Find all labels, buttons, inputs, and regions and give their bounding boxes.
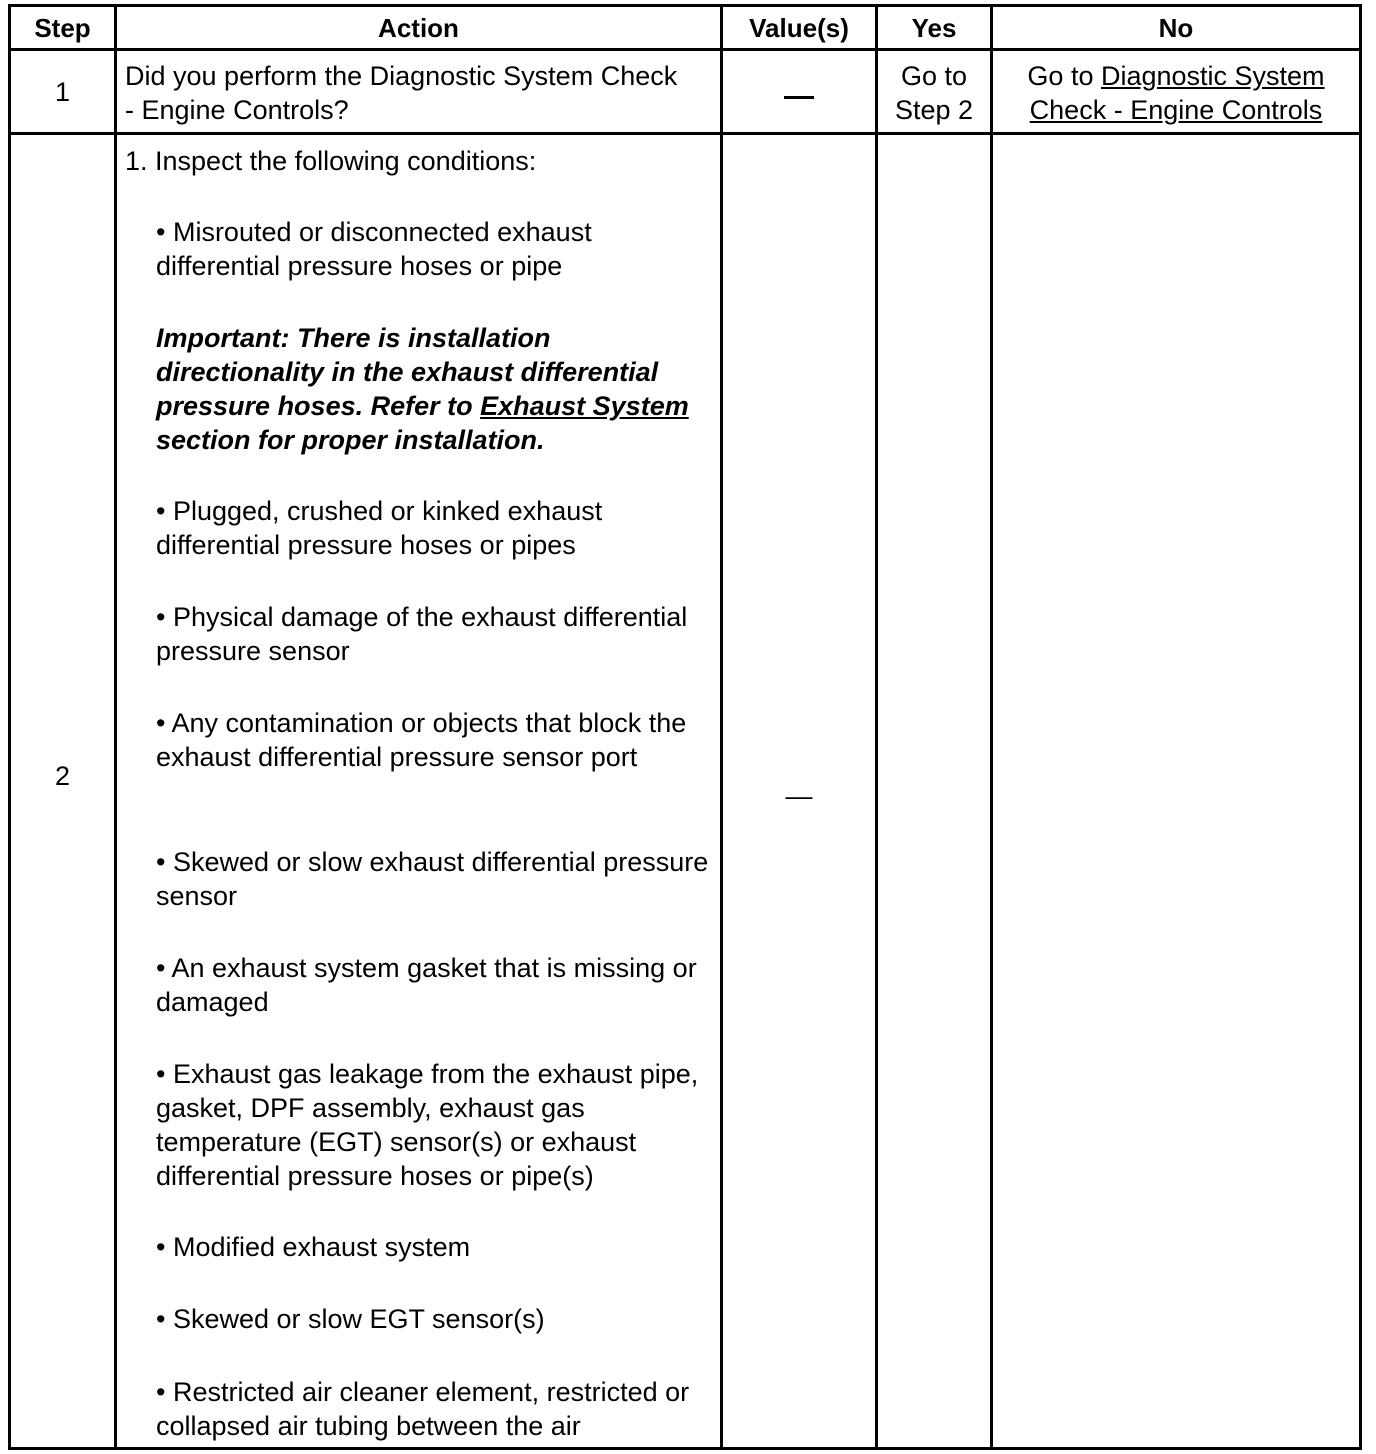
row2-bullet-8: • Modified exhaust system: [156, 1232, 471, 1262]
row2-bullet-4: • Any contamination or objects that block the exhaust differential pressure sensor port: [156, 708, 687, 772]
row1-action: Did you perform the Diagnostic System Check - Engine Controls?: [125, 61, 678, 125]
col-divider-step: [114, 7, 117, 1447]
row1-value: [723, 73, 875, 107]
row1-value-dash: [784, 96, 814, 99]
diagnostic-system-check-link[interactable]: Diagnostic System: [1100, 61, 1325, 91]
row1-yes: [878, 59, 990, 127]
row2-bullet-6: • An exhaust system gasket that is missing or damaged: [156, 953, 697, 1017]
important-text-post: section for proper installation.: [156, 425, 545, 455]
row2-bullet-9: • Skewed or slow EGT sensor(s): [156, 1304, 545, 1334]
header-divider: [11, 48, 1359, 51]
header-yes: Yes: [911, 13, 957, 43]
col-divider-action: [720, 7, 723, 1447]
row2-intro: 1. Inspect the following conditions:: [125, 146, 537, 176]
row1-no-prefix: Go to: [1027, 61, 1101, 91]
row2-important-note: [156, 321, 711, 457]
row2-bullet-1: • Misrouted or disconnected exhaust differential pressure hoses or pipe: [156, 217, 592, 281]
header-no: No: [1158, 13, 1194, 43]
row1-divider: [11, 132, 1359, 135]
header-step: Step: [34, 13, 91, 43]
important-text-pre: Important: There is installation directionality in the exhaust differential pressure hoses. Refer to: [156, 323, 659, 421]
header-action: Action: [378, 13, 459, 43]
row1-yes-line2: Step 2: [894, 95, 974, 125]
row2-value: —: [785, 781, 813, 811]
col-divider-yes: [990, 7, 993, 1447]
row1-no: [993, 59, 1359, 127]
row2-bullet-10: • Restricted air cleaner element, restricted or collapsed air tubing between the air: [156, 1377, 690, 1441]
exhaust-system-link[interactable]: Exhaust System: [480, 391, 689, 421]
row2-bullet-2: • Plugged, crushed or kinked exhaust differential pressure hoses or pipes: [156, 496, 603, 560]
row2-step: 2: [54, 761, 71, 791]
diagnostic-table: [8, 4, 1362, 1450]
row2-bullet-7: • Exhaust gas leakage from the exhaust pipe, gasket, DPF assembly, exhaust gas temperature (EGT) sensor(s) or exhaust differential pressure hoses or pipe(s): [156, 1059, 699, 1191]
row1-yes-line1: Go to: [900, 61, 968, 91]
header-values: Value(s): [749, 13, 849, 43]
col-divider-values: [875, 7, 878, 1447]
row2-bullet-5: • Skewed or slow exhaust differential pressure sensor: [156, 847, 709, 911]
row1-step: 1: [54, 77, 71, 107]
diagnostic-system-check-link-line2[interactable]: Check - Engine Controls: [1029, 95, 1323, 125]
row2-bullet-3: • Physical damage of the exhaust differential pressure sensor: [156, 602, 688, 666]
